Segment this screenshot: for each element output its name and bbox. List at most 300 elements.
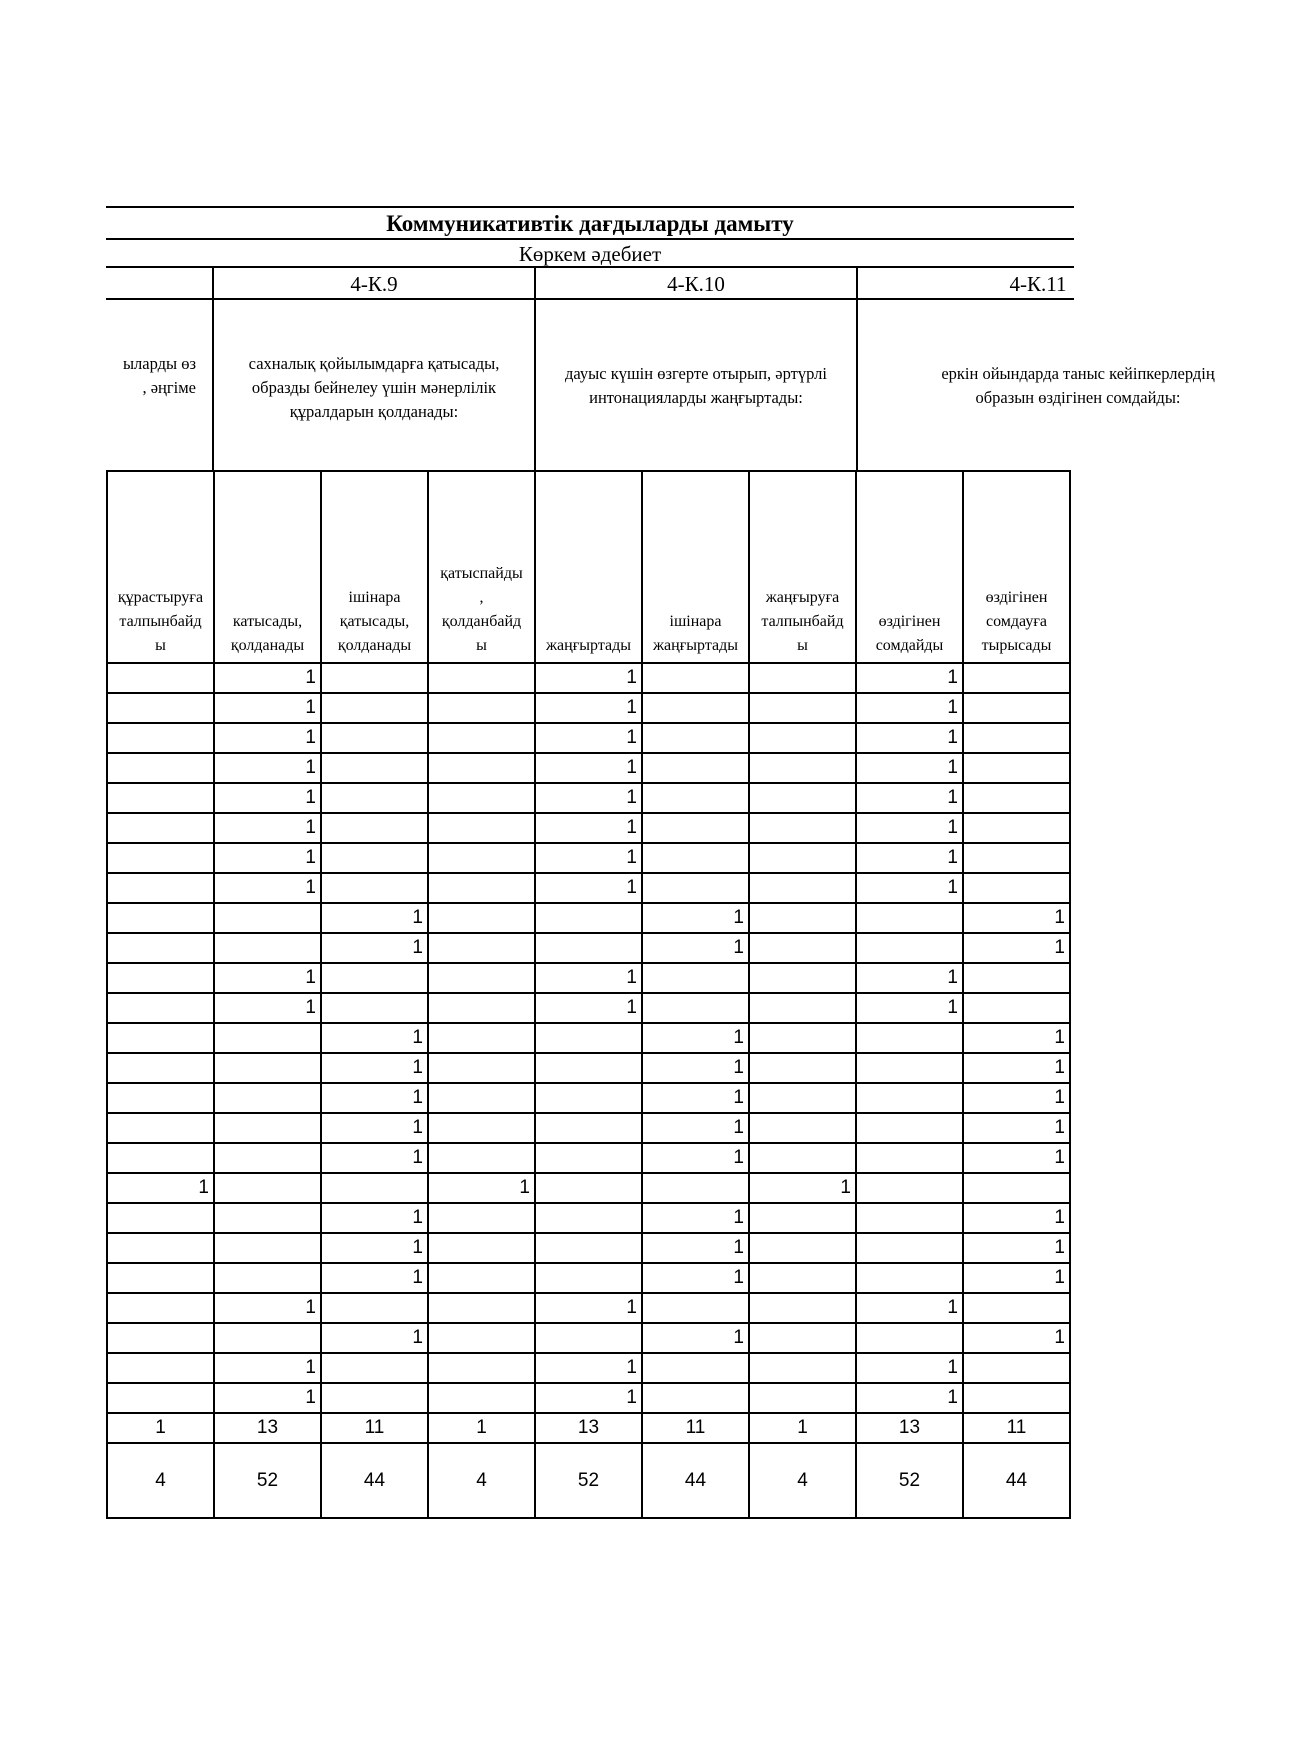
- table-cell: [107, 813, 214, 843]
- table-cell: [856, 1173, 963, 1203]
- table-cell: 1: [321, 1323, 428, 1353]
- table-cell: [963, 753, 1070, 783]
- table-cell: 1: [428, 1173, 535, 1203]
- table-cell: [535, 1173, 642, 1203]
- table-cell: 1: [214, 1293, 321, 1323]
- percent-cell: 52: [535, 1443, 642, 1518]
- column-header: [749, 471, 856, 663]
- table-cell: [107, 1113, 214, 1143]
- table-cell: 1: [642, 1023, 749, 1053]
- column-header: [214, 471, 321, 663]
- column-header-line: талпынбайд: [119, 613, 202, 630]
- table-cell: [214, 1203, 321, 1233]
- column-header-line: жаңғыруға: [765, 589, 840, 606]
- table-cell: 1: [963, 1263, 1070, 1293]
- table-cell: [749, 783, 856, 813]
- table-cell: [107, 963, 214, 993]
- table-cell: [642, 873, 749, 903]
- table-cell: [642, 693, 749, 723]
- table-cell: [749, 813, 856, 843]
- table-row: [107, 693, 1070, 723]
- table-cell: [107, 753, 214, 783]
- total-cell: 11: [321, 1413, 428, 1443]
- table-cell: 1: [963, 903, 1070, 933]
- table-cell: 1: [963, 1023, 1070, 1053]
- table-cell: [642, 1293, 749, 1323]
- table-cell: [321, 1173, 428, 1203]
- table-row: [107, 993, 1070, 1023]
- table-cell: 1: [321, 1233, 428, 1263]
- table-cell: [321, 813, 428, 843]
- table-cell: 1: [214, 843, 321, 873]
- table-row: [107, 1323, 1070, 1353]
- table-cell: 1: [321, 1113, 428, 1143]
- table-cell: [428, 723, 535, 753]
- table-cell: [321, 963, 428, 993]
- table-cell: [428, 1263, 535, 1293]
- column-header-line: өздігінен: [985, 589, 1048, 606]
- table-row: [107, 1053, 1070, 1083]
- table-cell: [214, 1233, 321, 1263]
- table-cell: [642, 1173, 749, 1203]
- table-cell: 1: [535, 753, 642, 783]
- total-cell: 13: [214, 1413, 321, 1443]
- column-header: [535, 471, 642, 663]
- table-cell: 1: [321, 1053, 428, 1083]
- table-row: [107, 1233, 1070, 1263]
- table-cell: [963, 723, 1070, 753]
- table-cell: [749, 1233, 856, 1263]
- table-cell: 1: [963, 1053, 1070, 1083]
- percent-cell: 52: [214, 1443, 321, 1518]
- table-cell: 1: [856, 723, 963, 753]
- table-cell: 1: [535, 813, 642, 843]
- table-cell: [107, 1323, 214, 1353]
- table-cell: [535, 1233, 642, 1263]
- table-cell: [963, 783, 1070, 813]
- table-cell: [428, 753, 535, 783]
- table-cell: [428, 1143, 535, 1173]
- table-cell: 1: [321, 1023, 428, 1053]
- table-cell: 1: [535, 723, 642, 753]
- table-cell: [749, 753, 856, 783]
- table-cell: [749, 1053, 856, 1083]
- criteria-code-k10: 4-К.10: [667, 272, 725, 296]
- column-header-row: [107, 471, 1070, 663]
- table-cell: [749, 1023, 856, 1053]
- table-cell: [214, 1053, 321, 1083]
- column-header: [856, 471, 963, 663]
- table-cell: [749, 1143, 856, 1173]
- table-cell: [428, 963, 535, 993]
- table-cell: 1: [963, 1113, 1070, 1143]
- table-cell: [856, 903, 963, 933]
- table-row: [107, 1263, 1070, 1293]
- table-cell: 1: [535, 1293, 642, 1323]
- table-cell: 1: [535, 843, 642, 873]
- table-cell: [321, 783, 428, 813]
- total-cell: 11: [642, 1413, 749, 1443]
- column-header: [963, 471, 1070, 663]
- table-cell: [749, 1083, 856, 1113]
- table-cell: [749, 843, 856, 873]
- column-header-line: катысады,: [232, 613, 303, 630]
- percent-row: [107, 1443, 1070, 1518]
- table-cell: [107, 1083, 214, 1113]
- table-row: [107, 1143, 1070, 1173]
- table-cell: [321, 843, 428, 873]
- table-cell: [428, 1023, 535, 1053]
- table-row: [107, 663, 1070, 693]
- table-cell: [963, 1383, 1070, 1413]
- table-cell: [535, 1053, 642, 1083]
- table-cell: [963, 1293, 1070, 1323]
- table-cell: [107, 1353, 214, 1383]
- column-header-line: қатысады,: [339, 613, 410, 630]
- table-cell: 1: [535, 1353, 642, 1383]
- column-header-line: ы: [155, 637, 166, 654]
- table-cell: [428, 1113, 535, 1143]
- table-cell: [535, 1203, 642, 1233]
- table-cell: [749, 723, 856, 753]
- column-header-line: талпынбайд: [761, 613, 844, 630]
- table-cell: [856, 1083, 963, 1113]
- table-cell: [642, 993, 749, 1023]
- table-cell: [428, 1383, 535, 1413]
- percent-cell: 44: [642, 1443, 749, 1518]
- table-cell: [749, 933, 856, 963]
- table-cell: 1: [856, 843, 963, 873]
- table-cell: 1: [214, 1383, 321, 1413]
- column-header: [428, 471, 535, 663]
- table-cell: [856, 1023, 963, 1053]
- table-cell: [214, 1143, 321, 1173]
- totals-row: [107, 1413, 1070, 1443]
- table-cell: [642, 723, 749, 753]
- table-cell: [428, 1083, 535, 1113]
- table-cell: 1: [856, 663, 963, 693]
- table-cell: 1: [963, 933, 1070, 963]
- criteria-desc-k10: дауыс күшін өзгерте отырып, әртүрлі интонацияларды жаңғыртады:: [565, 364, 827, 407]
- total-cell: 1: [749, 1413, 856, 1443]
- table-cell: [535, 1023, 642, 1053]
- table-cell: [107, 1263, 214, 1293]
- table-cell: [107, 903, 214, 933]
- column-header: [642, 471, 749, 663]
- table-cell: [107, 873, 214, 903]
- column-header-line: ы: [797, 637, 808, 654]
- table-cell: [856, 933, 963, 963]
- column-header-line: қолданбайд: [441, 613, 522, 630]
- table-row: [107, 1353, 1070, 1383]
- table-cell: [749, 873, 856, 903]
- column-header: [321, 471, 428, 663]
- table-cell: [856, 1113, 963, 1143]
- table-cell: 1: [856, 1383, 963, 1413]
- criteria-header: [106, 266, 1215, 472]
- table-cell: 1: [642, 1263, 749, 1293]
- table-row: [107, 1083, 1070, 1113]
- table-row: [107, 873, 1070, 903]
- column-header-line: қолданады: [230, 637, 305, 654]
- table-cell: [856, 1053, 963, 1083]
- table-cell: [321, 1353, 428, 1383]
- table-row: [107, 1293, 1070, 1323]
- table-cell: 1: [642, 933, 749, 963]
- table-cell: 1: [535, 693, 642, 723]
- percent-cell: 44: [963, 1443, 1070, 1518]
- table-cell: [963, 843, 1070, 873]
- table-cell: [428, 663, 535, 693]
- table-cell: 1: [214, 723, 321, 753]
- percent-cell: 44: [321, 1443, 428, 1518]
- table-cell: [642, 783, 749, 813]
- table-cell: 1: [856, 753, 963, 783]
- table-cell: [321, 693, 428, 723]
- table-cell: [642, 1383, 749, 1413]
- table-cell: [749, 993, 856, 1023]
- percent-cell: 4: [107, 1443, 214, 1518]
- table-row: [107, 1023, 1070, 1053]
- table-cell: [214, 1023, 321, 1053]
- table-cell: 1: [856, 693, 963, 723]
- table-cell: [321, 753, 428, 783]
- table-cell: [535, 1263, 642, 1293]
- table-row: [107, 753, 1070, 783]
- table-cell: 1: [535, 963, 642, 993]
- column-header-line: ,: [479, 589, 484, 606]
- table-cell: [321, 723, 428, 753]
- table-cell: [642, 663, 749, 693]
- table-cell: [428, 993, 535, 1023]
- table-cell: 1: [214, 813, 321, 843]
- table-row: [107, 1113, 1070, 1143]
- table-cell: [214, 903, 321, 933]
- table-cell: 1: [214, 993, 321, 1023]
- table-cell: 1: [214, 1353, 321, 1383]
- table-cell: 1: [963, 1083, 1070, 1113]
- table-cell: [214, 1083, 321, 1113]
- table-cell: 1: [214, 753, 321, 783]
- criteria-desc-k11: еркін ойындарда таныс кейіпкерлердің образын өздігінен сомдайды:: [941, 364, 1215, 407]
- table-cell: [749, 693, 856, 723]
- column-header-line: жаңғыртады: [546, 637, 631, 654]
- table-cell: [107, 1383, 214, 1413]
- table-row: [107, 783, 1070, 813]
- table-row: [107, 963, 1070, 993]
- table-cell: [749, 1323, 856, 1353]
- column-header-line: сомдауға: [985, 613, 1047, 630]
- table-cell: [963, 1173, 1070, 1203]
- percent-cell: 52: [856, 1443, 963, 1518]
- table-cell: [856, 1203, 963, 1233]
- table-cell: 1: [642, 1083, 749, 1113]
- table-cell: [963, 813, 1070, 843]
- table-cell: [963, 1353, 1070, 1383]
- table-cell: [107, 933, 214, 963]
- table-cell: [107, 1023, 214, 1053]
- table-cell: 1: [214, 873, 321, 903]
- table-cell: 1: [642, 903, 749, 933]
- table-cell: 1: [642, 1203, 749, 1233]
- table-cell: [321, 1293, 428, 1323]
- table-cell: [428, 1323, 535, 1353]
- table-cell: [214, 1263, 321, 1293]
- table-cell: [856, 1143, 963, 1173]
- table-cell: [749, 1353, 856, 1383]
- table-cell: [428, 1353, 535, 1383]
- table-cell: 1: [214, 783, 321, 813]
- table-cell: 1: [321, 1203, 428, 1233]
- table-cell: [428, 1053, 535, 1083]
- table-cell: [642, 843, 749, 873]
- table-cell: 1: [321, 903, 428, 933]
- percent-cell: 4: [428, 1443, 535, 1518]
- table-cell: 1: [535, 1383, 642, 1413]
- table-cell: 1: [535, 663, 642, 693]
- table-cell: [321, 873, 428, 903]
- table-cell: [107, 663, 214, 693]
- column-header-line: сомдайды: [875, 637, 944, 654]
- page-title: Коммуникативтік дағдыларды дамыту: [106, 206, 1074, 240]
- table-cell: [107, 693, 214, 723]
- table-cell: [535, 1083, 642, 1113]
- table-cell: 1: [856, 963, 963, 993]
- table-cell: 1: [321, 1263, 428, 1293]
- table-row: [107, 843, 1070, 873]
- table-cell: [642, 963, 749, 993]
- table-cell: 1: [856, 1353, 963, 1383]
- table-cell: [642, 753, 749, 783]
- table-cell: 1: [321, 933, 428, 963]
- table-cell: [428, 933, 535, 963]
- criteria-code-k11: 4-К.11: [1009, 272, 1067, 296]
- table-cell: [107, 843, 214, 873]
- table-row: [107, 813, 1070, 843]
- table-cell: 1: [856, 873, 963, 903]
- table-cell: 1: [963, 1143, 1070, 1173]
- total-cell: 1: [107, 1413, 214, 1443]
- table-cell: [856, 1233, 963, 1263]
- column-header: [107, 471, 214, 663]
- table-cell: [107, 1053, 214, 1083]
- table-cell: 1: [642, 1143, 749, 1173]
- column-header-line: өздігінен: [878, 613, 941, 630]
- table-cell: [535, 903, 642, 933]
- table-cell: [749, 903, 856, 933]
- criteria-desc-0: ыларды өз , әңгіме: [122, 354, 196, 397]
- table-row: [107, 723, 1070, 753]
- table-cell: [642, 1353, 749, 1383]
- column-header-line: қатыспайды: [440, 565, 523, 582]
- table-cell: 1: [642, 1233, 749, 1263]
- table-cell: [963, 993, 1070, 1023]
- table-row: [107, 1203, 1070, 1233]
- table-cell: [107, 1233, 214, 1263]
- table-cell: [428, 693, 535, 723]
- table-cell: [107, 993, 214, 1023]
- column-header-line: жаңғыртады: [653, 637, 738, 654]
- table-row: [107, 933, 1070, 963]
- table-cell: 1: [535, 873, 642, 903]
- table-cell: [963, 693, 1070, 723]
- table-cell: [749, 663, 856, 693]
- table-cell: [428, 813, 535, 843]
- table-cell: [107, 723, 214, 753]
- table-cell: 1: [963, 1233, 1070, 1263]
- column-header-line: ы: [476, 637, 487, 654]
- table-cell: 1: [642, 1053, 749, 1083]
- table-cell: 1: [535, 783, 642, 813]
- table-cell: 1: [856, 993, 963, 1023]
- table-cell: [428, 1203, 535, 1233]
- table-cell: [749, 1263, 856, 1293]
- criteria-code-k9: 4-К.9: [350, 272, 398, 296]
- table-cell: [107, 1293, 214, 1323]
- table-cell: [749, 1383, 856, 1413]
- percent-cell: 4: [749, 1443, 856, 1518]
- table-cell: [428, 783, 535, 813]
- table-cell: [963, 663, 1070, 693]
- table-cell: [214, 933, 321, 963]
- table-cell: [107, 1203, 214, 1233]
- table-cell: [856, 1263, 963, 1293]
- table-cell: 1: [963, 1203, 1070, 1233]
- table-cell: 1: [963, 1323, 1070, 1353]
- table-row: [107, 1173, 1070, 1203]
- total-cell: 1: [428, 1413, 535, 1443]
- criteria-desc-k9: сахналық қойылымдарға қатысады, образды бейнелеу үшін мәнерлілік құралдарын қолданады:: [248, 354, 500, 421]
- column-header-line: ішінара: [669, 613, 722, 630]
- table-cell: [963, 963, 1070, 993]
- table-cell: 1: [214, 663, 321, 693]
- table-cell: [107, 1143, 214, 1173]
- table-cell: [321, 663, 428, 693]
- table-cell: [749, 1293, 856, 1323]
- table-cell: [428, 903, 535, 933]
- table-cell: 1: [749, 1173, 856, 1203]
- table-cell: 1: [856, 1293, 963, 1323]
- table-row: [107, 1383, 1070, 1413]
- table-row: [107, 903, 1070, 933]
- table-cell: [749, 1203, 856, 1233]
- table-cell: [856, 1323, 963, 1353]
- table-cell: 1: [856, 813, 963, 843]
- assessment-table: [106, 470, 1071, 1519]
- table-cell: [642, 813, 749, 843]
- table-cell: [535, 1113, 642, 1143]
- table-cell: 1: [856, 783, 963, 813]
- table-cell: 1: [214, 693, 321, 723]
- table-cell: 1: [214, 963, 321, 993]
- table-cell: [428, 1293, 535, 1323]
- total-cell: 11: [963, 1413, 1070, 1443]
- table-cell: [749, 963, 856, 993]
- table-cell: [535, 1143, 642, 1173]
- table-cell: 1: [107, 1173, 214, 1203]
- table-cell: [214, 1173, 321, 1203]
- table-cell: 1: [535, 993, 642, 1023]
- table-cell: [214, 1113, 321, 1143]
- table-cell: [749, 1113, 856, 1143]
- total-cell: 13: [535, 1413, 642, 1443]
- column-header-line: ішінара: [348, 589, 401, 606]
- column-header-line: құрастыруға: [117, 589, 204, 606]
- table-cell: [535, 1323, 642, 1353]
- total-cell: 13: [856, 1413, 963, 1443]
- table-cell: 1: [321, 1143, 428, 1173]
- table-cell: [428, 1233, 535, 1263]
